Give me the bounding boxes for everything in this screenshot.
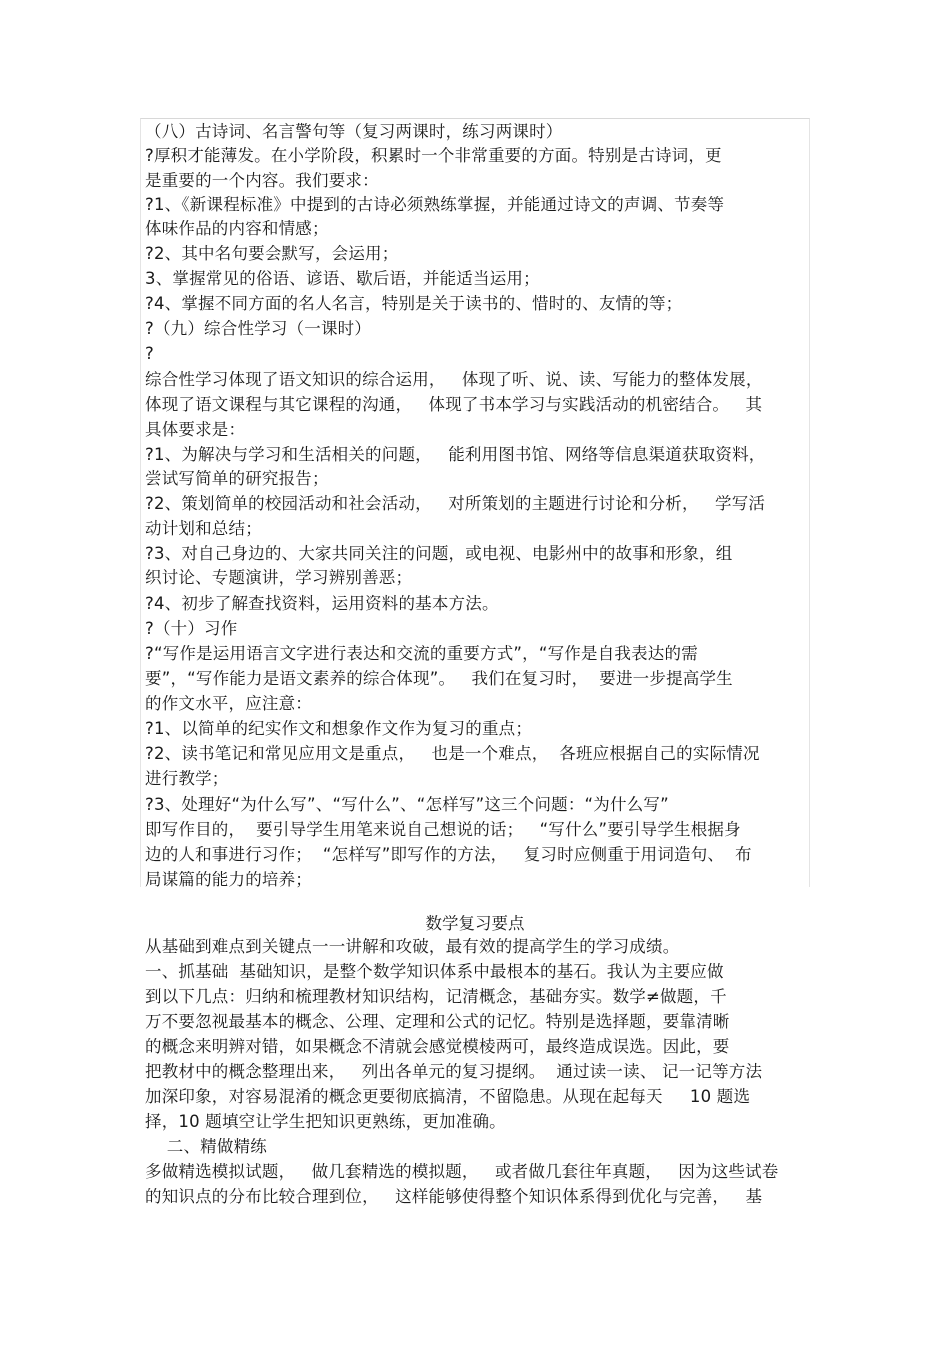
chinese-text-line: ?3、处理好“为什么写”、“写什么”、“怎样写”这三个问题：“为什么写” xyxy=(145,795,669,814)
math-text-line: 万不要忽视最基本的概念、公理、定理和公式的记忆。特别是选择题，要靠清晰 xyxy=(145,1012,730,1031)
chinese-text-line: ?“写作是运用语言文字进行表达和交流的重要方式”，“写作是自我表达的需 xyxy=(145,644,698,663)
chinese-text-line: ?2、读书笔记和常见应用文是重点， 也是一个难点， 各班应根据自己的实际情况 xyxy=(145,744,760,763)
chinese-text-line: ? xyxy=(145,344,154,363)
chinese-text-line: ?4、掌握不同方面的名人名言，特别是关于读书的、惜时的、友情的等； xyxy=(145,294,683,313)
chinese-text-line: ?4、初步了解查找资料，运用资料的基本方法。 xyxy=(145,594,499,613)
chinese-text-line: ?1、以简单的纪实作文和想象作文作为复习的重点； xyxy=(145,719,533,738)
math-text-line: 的知识点的分布比较合理到位， 这样能够使得整个知识体系得到优化与完善， 基 xyxy=(145,1187,763,1206)
chinese-text-line: 体味作品的内容和情感； xyxy=(145,219,329,238)
chinese-text-line: ?2、其中名句要会默写，会运用； xyxy=(145,244,399,263)
chinese-text-line: 3、掌握常见的俗语、谚语、歇后语，并能适当运用； xyxy=(145,269,540,288)
math-text-line: 到以下几点：归纳和梳理教材知识结构，记清概念，基础夯实。数学≠做题，千 xyxy=(145,987,727,1006)
chinese-text-line: 的作文水平，应注意： xyxy=(145,694,312,713)
chinese-text-line: 动计划和总结； xyxy=(145,519,262,538)
chinese-text-line: 即写作目的， 要引导学生用笔来说自己想说的话； “写什么”要引导学生根据身 xyxy=(145,820,741,839)
chinese-text-line: ?1、为解决与学习和生活相关的问题， 能利用图书馆、网络等信息渠道获取资料， xyxy=(145,445,766,464)
math-text-line: 二、精做精练 xyxy=(145,1137,267,1156)
chinese-text-line: ?（十）习作 xyxy=(145,619,238,638)
math-text-line: 的概念来明辨对错，如果概念不清就会感觉模棱两可，最终造成误选。因此，要 xyxy=(145,1037,730,1056)
chinese-text-line: ?2、策划简单的校园活动和社会活动， 对所策划的主题进行讨论和分析， 学写活 xyxy=(145,494,766,513)
chinese-text-line: 织讨论、专题演讲，学习辨别善恶； xyxy=(145,568,413,587)
math-text-line: 一、抓基础 基础知识，是整个数学知识体系中最根本的基石。我认为主要应做 xyxy=(145,962,724,981)
chinese-text-line: 尝试写简单的研究报告； xyxy=(145,469,329,488)
chinese-text-line: （八）古诗词、名言警句等（复习两课时，练习两课时） xyxy=(145,122,563,141)
math-text-line: 把教材中的概念整理出来， 列出各单元的复习提纲。 通过读一读、 记一记等方法 xyxy=(145,1062,763,1081)
chinese-text-line: 体现了语文课程与其它课程的沟通， 体现了书本学习与实践活动的机密结合。 其 xyxy=(145,395,763,414)
chinese-text-line: 要”，“写作能力是语文素养的综合体现”。 我们在复习时， 要进一步提高学生 xyxy=(145,669,733,688)
chinese-text-line: 进行教学； xyxy=(145,769,229,788)
math-text-line: 加深印象，对容易混淆的概念更要彻底搞清，不留隐患。从现在起每天 10 题选 xyxy=(145,1087,751,1106)
chinese-text-line: 是重要的一个内容。我们要求： xyxy=(145,171,379,190)
chinese-text-line: ?厚积才能薄发。在小学阶段，积累时一个非常重要的方面。特别是古诗词，更 xyxy=(145,146,722,165)
chinese-text-line: ?1、《新课程标准》中提到的古诗必须熟练掌握，并能通过诗文的声调、节奏等 xyxy=(145,195,725,214)
chinese-text-line: ?（九）综合性学习（一课时） xyxy=(145,319,372,338)
chinese-text-line: 综合性学习体现了语文知识的综合运用， 体现了听、说、读、写能力的整体发展， xyxy=(145,370,763,389)
math-text-line: 择，10 题填空让学生把知识更熟练，更加准确。 xyxy=(145,1112,506,1131)
math-text-line: 从基础到难点到关键点一一讲解和攻破，最有效的提高学生的学习成绩。 xyxy=(145,937,680,956)
chinese-text-line: 具体要求是： xyxy=(145,420,246,439)
math-text-line: 多做精选模拟试题， 做几套精选的模拟题， 或者做几套往年真题， 因为这些试卷 xyxy=(145,1162,779,1181)
chinese-text-line: 边的人和事进行习作； “怎样写”即写作的方法， 复习时应侧重于用词造句、 布 xyxy=(145,845,752,864)
chinese-text-line: ?3、对自己身边的、大家共同关注的问题，或电视、电影州中的故事和形象，组 xyxy=(145,544,733,563)
chinese-text-line: 局谋篇的能力的培养； xyxy=(145,870,312,889)
math-section-title: 数学复习要点 xyxy=(425,914,525,933)
